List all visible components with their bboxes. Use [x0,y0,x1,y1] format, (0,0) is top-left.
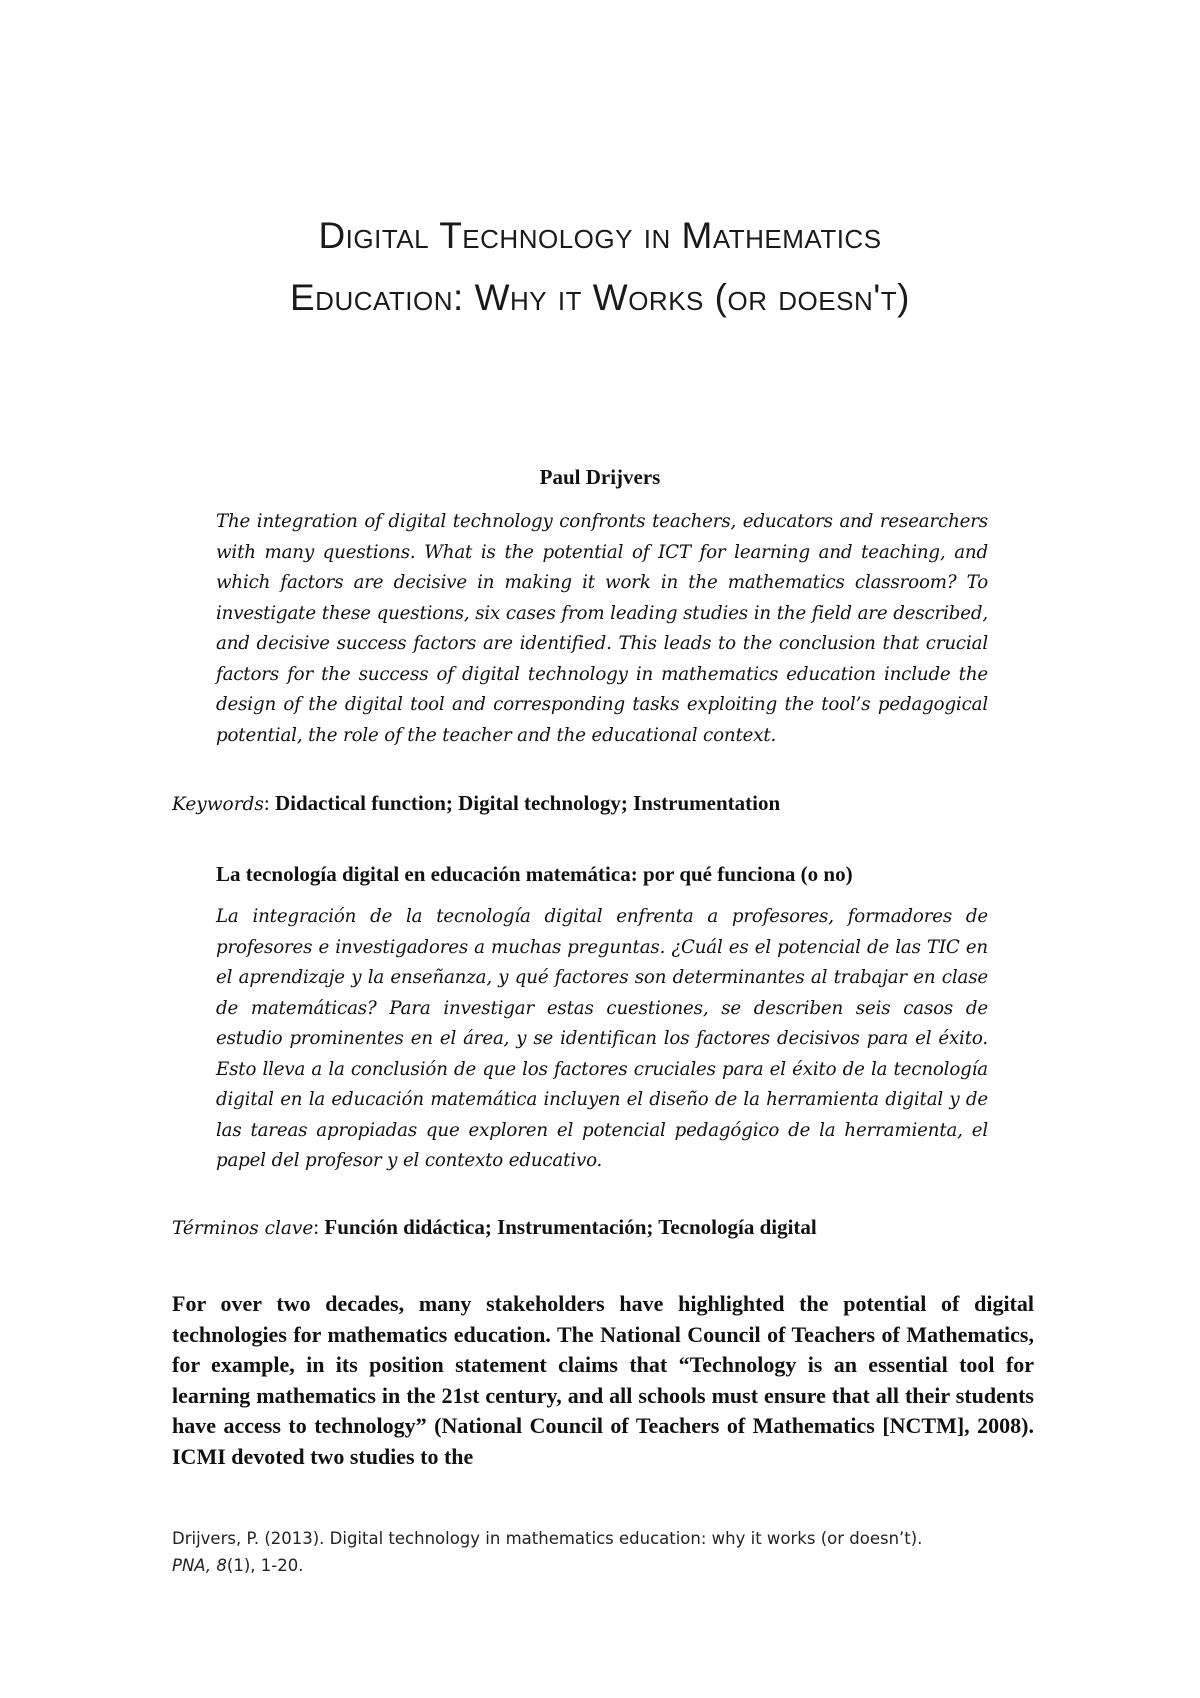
paper-title [130,205,1070,329]
paper-title-line-1: Digital Technology in Mathematics [318,215,882,256]
terminos-clave-value: Función didáctica; Instrumentación; Tecnología digital [324,1215,817,1239]
terminos-clave-label: Términos clave [172,1218,314,1239]
citation-footer [172,1525,1052,1579]
citation-text: Drijvers, P. (2013). Digital technology in mathematics education: why it works (or doesn’t). [172,1529,923,1548]
abstract-english: The integration of digital technology confronts teachers, educators and researchers with many questions. What is the potential of ICT for learning and teaching, and which factors are decisive in making it work in the mathematics classroom? To investigate these questions, six cases from leading studies in the field are described, and decisive success factors are identified. This leads to the conclusion that crucial factors for the success of digital technology in mathematics education include the design of the digital tool and corresponding tasks exploiting the tool’s pedagogical potential, the role of the teacher and the educational context. [216,511,988,746]
spanish-title: La tecnología digital en educación matemática: por qué funciona (o no) [216,862,853,886]
citation-volume: 8 [216,1556,227,1575]
keywords-value: Didactical function; Digital technology; Instrumentation [274,791,781,815]
keywords-english: Keywords: Didactical function; Digital technology; Instrumentation [172,791,781,815]
introduction-paragraph: For over two decades, many stakeholders have highlighted the potential of digital technologies for mathematics education. The National Council of Teachers of Mathematics, for example, in its position statement claims that “Technology is an essential tool for learning mathematics in the 21st century, and all schools must ensure that all their students have access to technology” (National Council of Teachers of Mathematics [NCTM], 2008). ICMI devoted two studies to the [172,1291,1034,1469]
author-name: Paul Drijvers [539,465,661,489]
citation-issue-pages: (1), 1-20. [226,1556,304,1575]
keywords-spanish: Términos clave: Función didáctica; Instrumentación; Tecnología digital [172,1215,817,1239]
paper-title-line-2: Education: Why it Works (or doesn't) [289,277,910,318]
abstract-spanish: La integración de la tecnología digital enfrenta a profesores, formadores de profesores e investigadores a muchas preguntas. ¿Cuál es el potencial de las TIC en el aprendizaje y la enseñanza, y qué factores son determinantes al trabajar en clase de matemáticas? Para investigar estas cuestiones, se describen seis casos de estudio prominentes en el área, y se identifican los factores decisivos para el éxito. Esto lleva a la conclusión de que los factores cruciales para el éxito de la tecnología digital en la educación matemática incluyen el diseño de la herramienta digital y de las tareas apropiadas que exploren el potencial pedagógico de la herramienta, el papel del profesor y el contexto educativo. [216,906,988,1171]
citation-journal: PNA, [172,1556,212,1575]
keywords-label: Keywords [172,794,264,815]
